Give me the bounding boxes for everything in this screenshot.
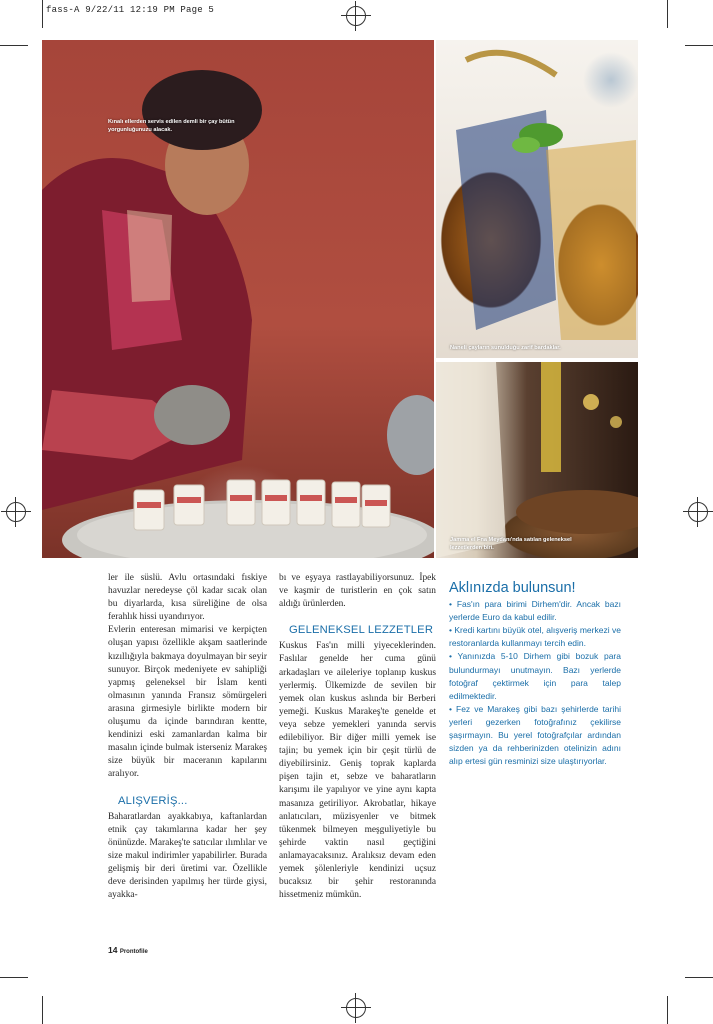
crop-mark-icon bbox=[685, 45, 713, 46]
tips-list bbox=[449, 598, 621, 768]
registration-mark-icon bbox=[6, 502, 26, 522]
paragraph: bı ve eşyaya rastlayabiliyorsunuz. İpek ve kaşmir de turistlerin en çok satın aldığı ürünlerden. bbox=[279, 573, 436, 610]
caption-market: Jamma el Fna Meydanı'nda satılan geleneksel lezzetlerden biri. bbox=[450, 537, 572, 551]
photo-woman-pouring-tea bbox=[42, 40, 434, 558]
page-folio bbox=[108, 945, 148, 955]
list-item: • Yanınızda 5-10 Dirhem gibi bozuk para bulundurmayı unutmayın. Bazı yerlerde fotoğraf çektirmek için para talep edilmektedir. bbox=[449, 651, 621, 701]
section-heading-shopping: ALIŞVERİŞ... bbox=[118, 794, 188, 807]
paragraph: Kuskus Fas'ın milli yiyeceklerinden. Faslılar genelde her cuma günü arkadaşları ve aileleriye toplanıp kuskus yerlermiş. Ülkemizde de sevilen bir yemek olan kuskus aslında bir Berberi yemeği. Kuskus Marakeş'te genelde et veya sebze yemekleri yanında servis edilebiliyor. Bir diğer milli yemek ise tajin; bu yemek için bir çeşit türlü de diyebilirsiniz. Geniş toprak kaplarda pişen tajin et, sebze ve baharatların karışımı ile yapılıyor ve yine aynı kapta masanıza getiriliyor. Akrobatlar, hikaye anlatıcıları, müzisyenler ve bitmek tükenmek bilmeyen meşguliyetiyle bu şehirde vaktin nasıl geçtiğini anlamayacaksınız. Aralıksız devam eden yemek şölenleriyle kendinizi uçsuz bucaksız bir şehir restoranında hissetmeniz mümkün. bbox=[279, 641, 436, 901]
list-item: • Kredi kartını büyük otel, alışveriş merkezi ve restoranlarda kullanmayı tercih edin. bbox=[449, 625, 621, 649]
crop-mark-icon bbox=[667, 0, 668, 28]
paragraph: ler ile süslü. Avlu ortasındaki fıskiye havuzlar neredeyse çöl kadar sıcak olan bu diyarlarda, kısa süreliğine de olsa ferahlık hissi uyandırıyor. bbox=[108, 573, 267, 623]
photo-illustration bbox=[436, 362, 638, 558]
paragraph: Evlerin enteresan mimarisi ve kerpiçten oluşan yapısı özellikle akşam saatlerinde kızıllığıyla bakmaya doyulmayan bir seyir sunuyor. Birçok medeniyete ev sahipliği yapmış geleneksel bir İslam kenti olmasının yanında Fransız sömürgeleri arasına girmesiyle birlikte modern bir oluşumu da içinde barındıran kentte, kendinizi eski zamanlardan kalma bir masalın içinde bulmak isterseniz Marakeş size büyük bir maceranın kapılarını aralıyor. bbox=[108, 625, 267, 780]
section-heading-traditional-tastes: GELENEKSEL LEZZETLER bbox=[289, 624, 434, 637]
page-number: 14 bbox=[108, 945, 118, 955]
registration-mark-icon bbox=[688, 502, 708, 522]
magazine-brand: Prontofile bbox=[119, 949, 148, 955]
list-item: • Fas'ın para birimi Dirhem'dir. Ancak bazı yerlerde Euro da kabul edilir. bbox=[449, 599, 621, 623]
tips-sidebar bbox=[449, 582, 621, 768]
registration-mark-icon bbox=[346, 998, 366, 1018]
photo-tea-glasses bbox=[436, 40, 638, 358]
registration-mark-icon bbox=[346, 6, 366, 26]
crop-mark-icon bbox=[667, 996, 668, 1024]
crop-mark-icon bbox=[42, 996, 43, 1024]
article-column-1 bbox=[108, 572, 267, 902]
crop-mark-icon bbox=[685, 977, 713, 978]
photo-market-food bbox=[436, 362, 638, 558]
sidebar-title: Aklınızda bulunsun! bbox=[449, 580, 576, 596]
crop-mark-icon bbox=[0, 45, 28, 46]
caption-main: Kınalı ellerden servis edilen demli bir çay bütün yorgunluğunuzu alacak. bbox=[108, 119, 235, 133]
print-slug: fass-A 9/22/11 12:19 PM Page 5 bbox=[46, 5, 215, 15]
list-item: • Fez ve Marakeş gibi bazı şehirlerde tarihi yerleri gezerken fotoğrafınız çekilirse şaşırmayın. Bu yerel fotoğrafçılar ardından sizden ya da rehberinizden otelinizin adını alıp ertesi gün resminizi size ulaştırıyorlar. bbox=[449, 703, 621, 767]
paragraph: Baharatlardan ayakkabıya, kaftanlardan etnik çay takımlarına kadar her şey önünüzde. Marakeş'te satıcılar ılımlılar ve size makul indirimler yapabilirler. Burada gelişmiş bir deri üretimi var. Özellikle deve derisinden yapılmış her türde giysi, ayakka- bbox=[108, 811, 267, 901]
crop-mark-icon bbox=[0, 977, 28, 978]
article-column-2 bbox=[279, 572, 436, 902]
crop-mark-icon bbox=[42, 0, 43, 28]
photo-illustration bbox=[436, 40, 638, 358]
caption-tea: Naneli çayların sunulduğu zarif bardaklar. bbox=[450, 345, 561, 351]
